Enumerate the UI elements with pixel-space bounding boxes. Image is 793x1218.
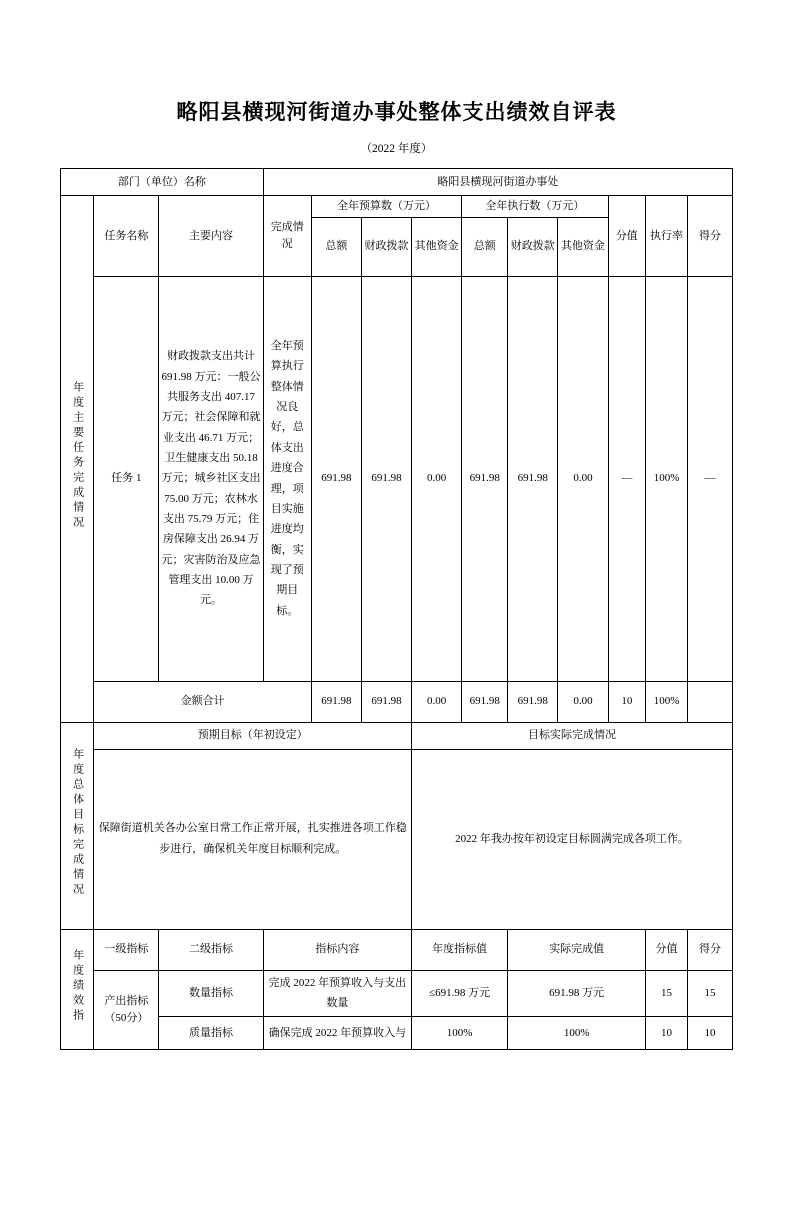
task-budget-total: 691.98 <box>311 276 361 681</box>
total-budget-fiscal: 691.98 <box>361 681 411 722</box>
table-row-header-groups <box>61 196 733 218</box>
task-exec-other: 0.00 <box>558 276 608 681</box>
perf-header-content: 指标内容 <box>263 929 411 970</box>
task-budget-fiscal: 691.98 <box>361 276 411 681</box>
header-score: 得分 <box>687 196 732 277</box>
table-row-goal-header <box>61 722 733 749</box>
perf-annual-target: 100% <box>412 1017 508 1050</box>
total-budget-total: 691.98 <box>311 681 361 722</box>
task-main-content: 财政拨款支出共计 691.98 万元：一般公共服务支出 407.17 万元；社会保障和就业支出 46.71 万元；卫生健康支出 50.18 万元；城乡社区支出 75.00 万元；农林水支出 75.79 万元；住房保障支出 26.94 万元；灾害防治及应急管理支出 10.00 万元。 <box>159 276 263 681</box>
header-task-name: 任务名称 <box>94 196 159 277</box>
perf-header-level2: 二级指标 <box>159 929 263 970</box>
header-annual-budget-group: 全年预算数（万元） <box>311 196 461 218</box>
page-subtitle: （2022 年度） <box>360 143 433 155</box>
section-annual-main-task <box>61 196 94 723</box>
perf-header-score: 得分 <box>687 929 732 970</box>
table-row-goal-body <box>61 749 733 929</box>
task-exec-fiscal: 691.98 <box>508 276 558 681</box>
total-exec-fiscal: 691.98 <box>508 681 558 722</box>
header-exec-total: 总额 <box>462 217 508 276</box>
task-exec-total: 691.98 <box>462 276 508 681</box>
performance-self-evaluation-table <box>60 168 733 1050</box>
table-row-total <box>61 681 733 722</box>
perf-score: 10 <box>687 1017 732 1050</box>
header-exec-fiscal: 财政拨款 <box>508 217 558 276</box>
perf-actual: 691.98 万元 <box>508 970 646 1017</box>
dept-label: 部门（单位）名称 <box>61 169 264 196</box>
task-score: — <box>687 276 732 681</box>
total-score-value: 10 <box>608 681 646 722</box>
section-annual-main-task-label: 年度主要任务完成情况 <box>71 381 84 531</box>
perf-level2: 数量指标 <box>159 970 263 1017</box>
section-annual-overall-goal-label: 年度总体目标完成情况 <box>71 747 84 898</box>
header-exec-rate: 执行率 <box>646 196 688 277</box>
document-page <box>0 96 793 1218</box>
perf-header-actual: 实际完成值 <box>508 929 646 970</box>
table-row-department <box>61 169 733 196</box>
total-label: 金额合计 <box>94 681 311 722</box>
goal-actual-header: 目标实际完成情况 <box>412 722 733 749</box>
header-budget-other: 其他资金 <box>412 217 462 276</box>
total-score <box>687 681 732 722</box>
perf-header-score-value: 分值 <box>646 929 688 970</box>
table-row <box>61 1017 733 1050</box>
perf-annual-target: ≤691.98 万元 <box>412 970 508 1017</box>
section-annual-performance-label: 年度绩效指 <box>71 949 84 1025</box>
perf-header-level1: 一级指标 <box>94 929 159 970</box>
task-budget-other: 0.00 <box>412 276 462 681</box>
header-annual-execution-group: 全年执行数（万元） <box>462 196 608 218</box>
header-main-content: 主要内容 <box>159 196 263 277</box>
total-budget-other: 0.00 <box>412 681 462 722</box>
page-title: 略阳县横现河街道办事处整体支出绩效自评表 <box>176 101 617 124</box>
section-annual-overall-goal <box>61 722 94 929</box>
goal-actual-text: 2022 年我办按年初设定目标圆满完成各项工作。 <box>412 749 733 929</box>
perf-content: 完成 2022 年预算收入与支出数量 <box>263 970 411 1017</box>
total-exec-total: 691.98 <box>462 681 508 722</box>
perf-score-value: 15 <box>646 970 688 1017</box>
task-name: 任务 1 <box>94 276 159 681</box>
dept-value: 略阳县横现河街道办事处 <box>263 169 732 196</box>
perf-level1: 产出指标（50分） <box>94 970 159 1050</box>
task-score-value: — <box>608 276 646 681</box>
perf-header-annual-target: 年度指标值 <box>412 929 508 970</box>
task-completion: 全年预算执行整体情况良好，总体支出进度合理，项目实施进度均衡，实现了预期目标。 <box>263 276 311 681</box>
total-exec-rate: 100% <box>646 681 688 722</box>
table-row-perf-header <box>61 929 733 970</box>
total-exec-other: 0.00 <box>558 681 608 722</box>
header-budget-total: 总额 <box>311 217 361 276</box>
perf-score-value: 10 <box>646 1017 688 1050</box>
goal-expected-text: 保障街道机关各办公室日常工作正常开展，扎实推进各项工作稳步进行，确保机关年度目标顺利完成。 <box>94 749 412 929</box>
perf-content: 确保完成 2022 年预算收入与 <box>263 1017 411 1050</box>
perf-level2: 质量指标 <box>159 1017 263 1050</box>
task-exec-rate: 100% <box>646 276 688 681</box>
perf-actual: 100% <box>508 1017 646 1050</box>
header-exec-other: 其他资金 <box>558 217 608 276</box>
section-annual-performance <box>61 929 94 1050</box>
perf-score: 15 <box>687 970 732 1017</box>
header-completion: 完成情况 <box>263 196 311 277</box>
goal-expected-header: 预期目标（年初设定） <box>94 722 412 749</box>
table-row <box>61 970 733 1017</box>
header-score-value: 分值 <box>608 196 646 277</box>
header-budget-fiscal: 财政拨款 <box>361 217 411 276</box>
